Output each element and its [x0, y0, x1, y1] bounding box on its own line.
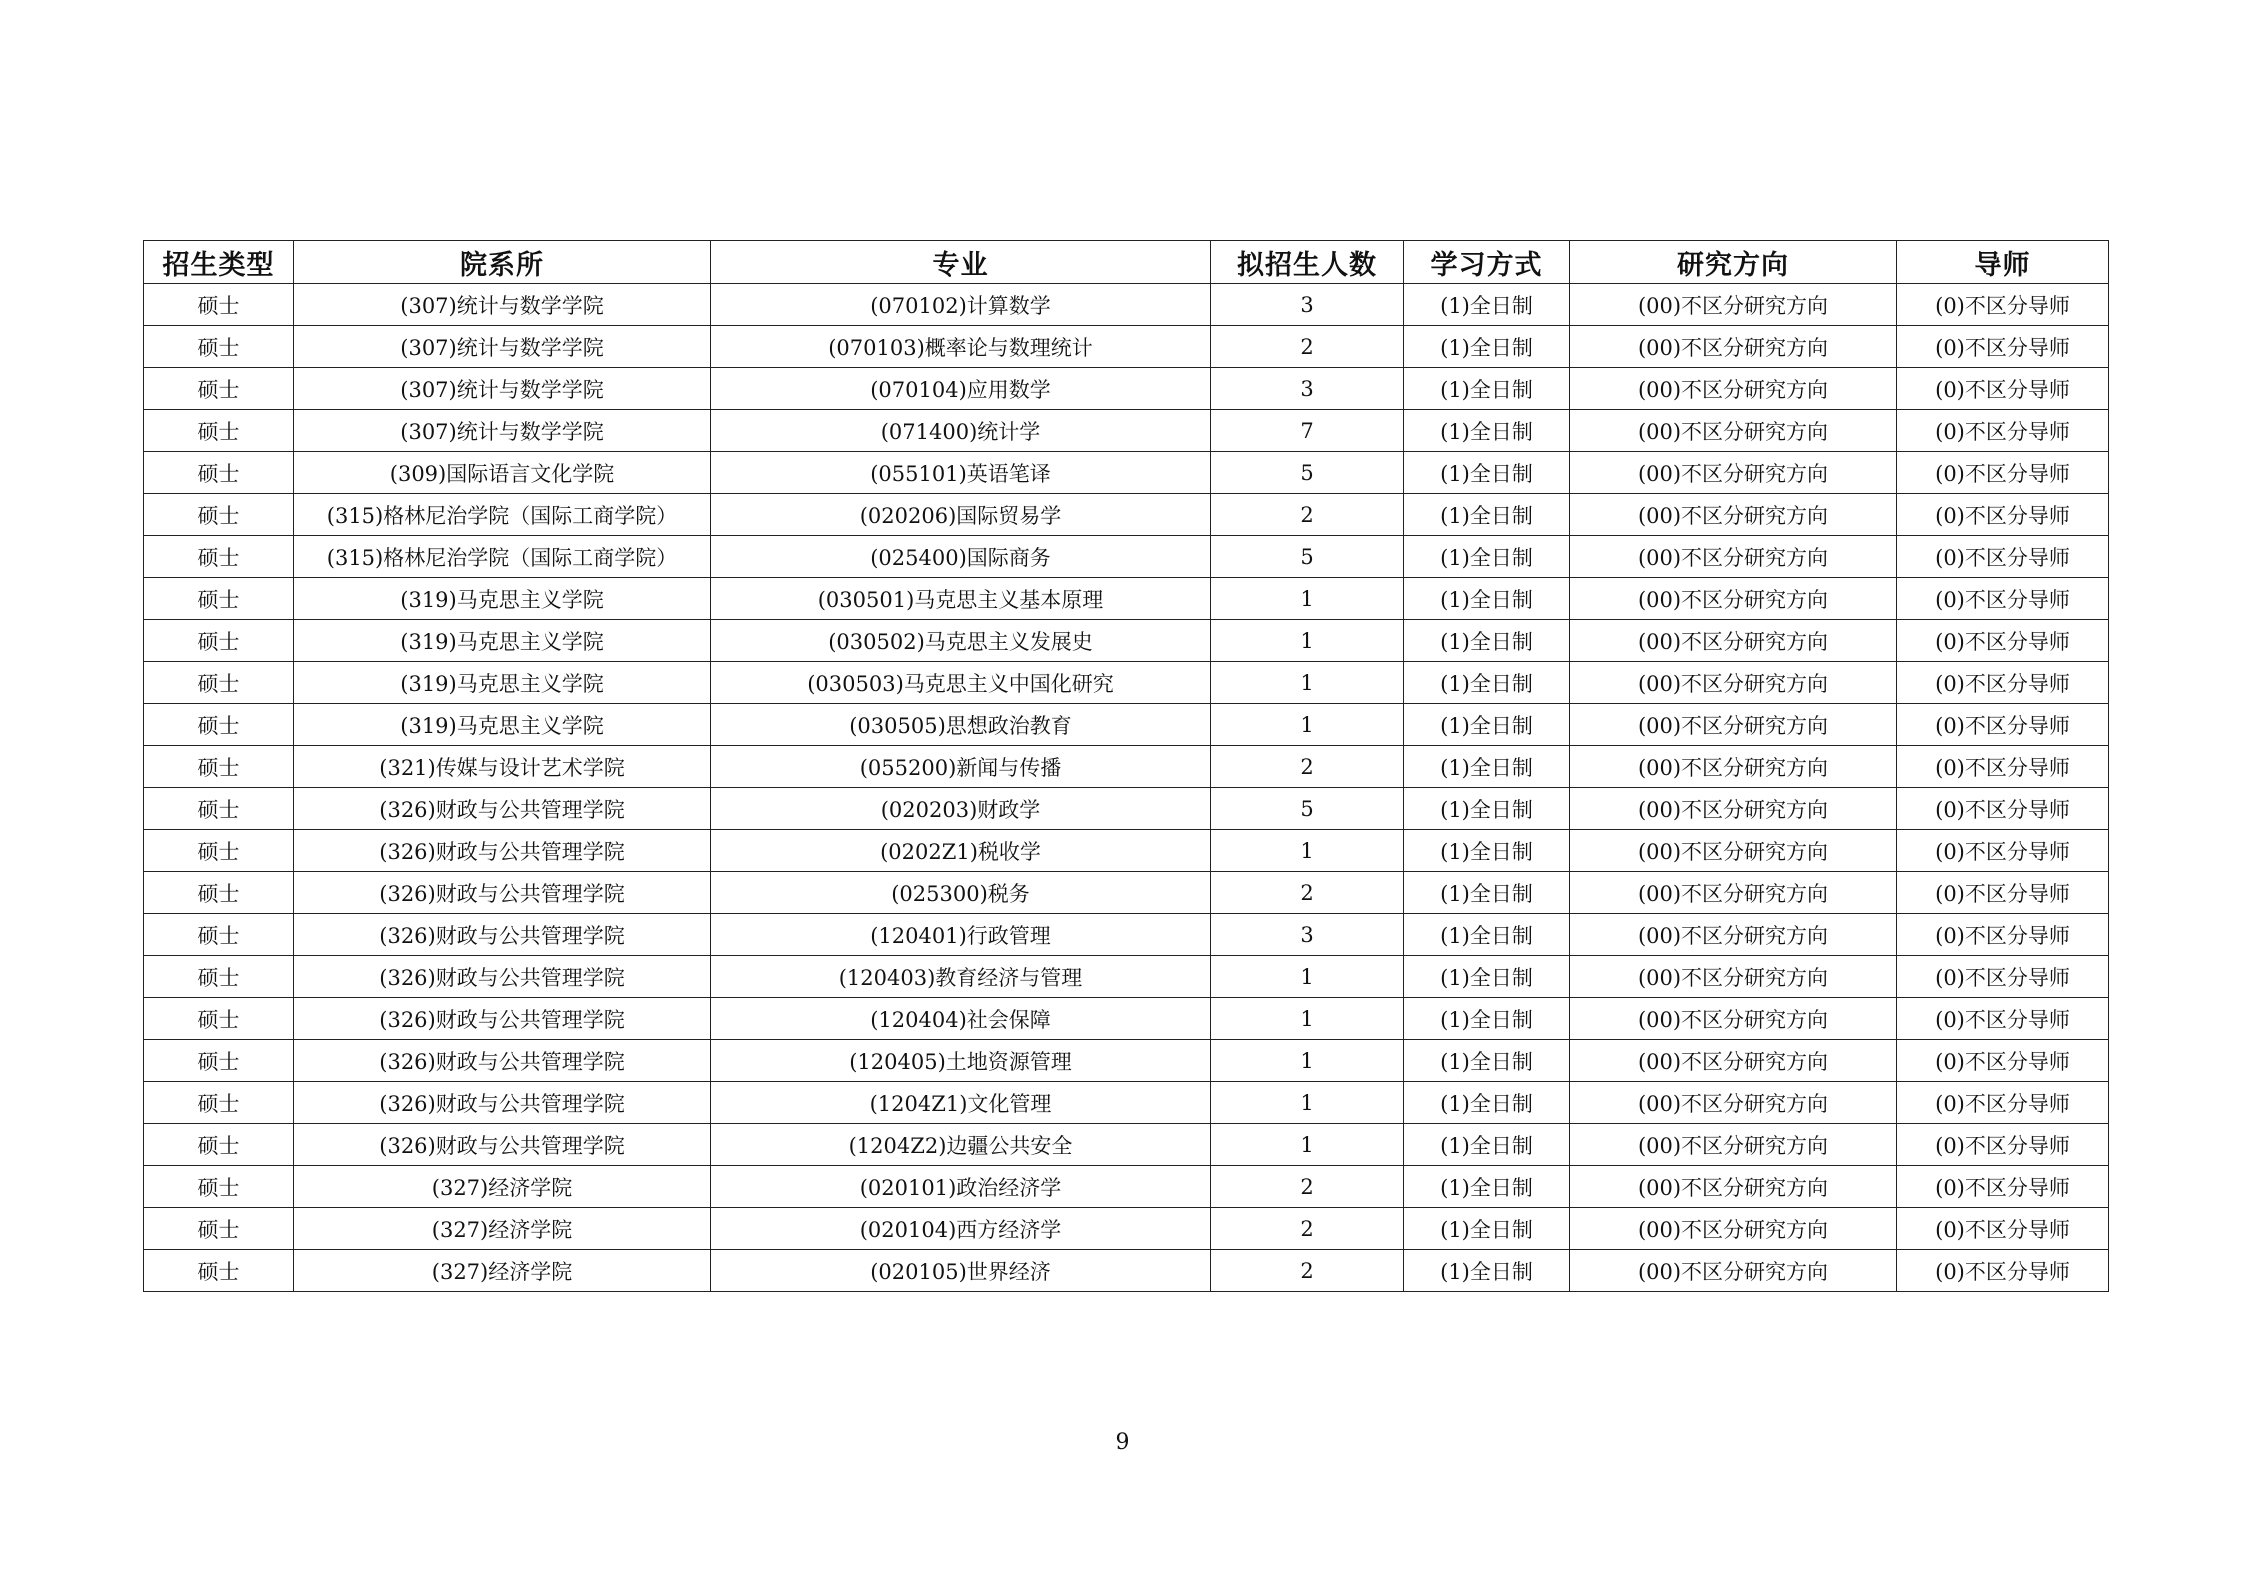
study-mode-cell: (1)全日制 [1404, 998, 1570, 1040]
enrollment-type-cell: 硕士 [144, 704, 294, 746]
study-mode-cell: (1)全日制 [1404, 452, 1570, 494]
planned-quota-cell: 2 [1211, 326, 1404, 368]
department-cell: (326)财政与公共管理学院 [294, 788, 711, 830]
supervisor-cell: (0)不区分导师 [1897, 368, 2109, 410]
department-cell: (326)财政与公共管理学院 [294, 1082, 711, 1124]
enrollment-type-cell: 硕士 [144, 368, 294, 410]
table-row [144, 1250, 2109, 1292]
research-direction-cell: (00)不区分研究方向 [1570, 368, 1897, 410]
study-mode-cell: (1)全日制 [1404, 914, 1570, 956]
department-cell: (307)统计与数学学院 [294, 410, 711, 452]
study-mode-cell: (1)全日制 [1404, 368, 1570, 410]
planned-quota-cell: 3 [1211, 368, 1404, 410]
research-direction-cell: (00)不区分研究方向 [1570, 536, 1897, 578]
planned-quota-cell: 5 [1211, 536, 1404, 578]
enrollment-type-cell: 硕士 [144, 872, 294, 914]
table-row [144, 1124, 2109, 1166]
major-cell: (020104)西方经济学 [711, 1208, 1211, 1250]
research-direction-cell: (00)不区分研究方向 [1570, 410, 1897, 452]
supervisor-cell: (0)不区分导师 [1897, 1124, 2109, 1166]
research-direction-cell: (00)不区分研究方向 [1570, 956, 1897, 998]
study-mode-cell: (1)全日制 [1404, 494, 1570, 536]
table-row [144, 704, 2109, 746]
planned-quota-cell: 5 [1211, 452, 1404, 494]
department-cell: (315)格林尼治学院（国际工商学院） [294, 494, 711, 536]
planned-quota-cell: 1 [1211, 1082, 1404, 1124]
research-direction-cell: (00)不区分研究方向 [1570, 746, 1897, 788]
study-mode-cell: (1)全日制 [1404, 1208, 1570, 1250]
major-cell: (020101)政治经济学 [711, 1166, 1211, 1208]
table-row [144, 326, 2109, 368]
planned-quota-cell: 1 [1211, 956, 1404, 998]
study-mode-cell: (1)全日制 [1404, 536, 1570, 578]
table-row [144, 956, 2109, 998]
major-cell: (025400)国际商务 [711, 536, 1211, 578]
table-row [144, 284, 2109, 326]
enrollment-type-cell: 硕士 [144, 1082, 294, 1124]
enrollment-type-cell: 硕士 [144, 284, 294, 326]
supervisor-cell: (0)不区分导师 [1897, 284, 2109, 326]
table-row [144, 830, 2109, 872]
enrollment-type-cell: 硕士 [144, 620, 294, 662]
enrollment-type-cell: 硕士 [144, 452, 294, 494]
department-cell: (327)经济学院 [294, 1208, 711, 1250]
major-cell: (071400)统计学 [711, 410, 1211, 452]
planned-quota-header: 拟招生人数 [1211, 241, 1404, 284]
supervisor-cell: (0)不区分导师 [1897, 1250, 2109, 1292]
supervisor-cell: (0)不区分导师 [1897, 620, 2109, 662]
planned-quota-cell: 1 [1211, 1040, 1404, 1082]
planned-quota-cell: 1 [1211, 830, 1404, 872]
supervisor-cell: (0)不区分导师 [1897, 956, 2109, 998]
research-direction-cell: (00)不区分研究方向 [1570, 1040, 1897, 1082]
department-cell: (307)统计与数学学院 [294, 368, 711, 410]
table-body [144, 284, 2109, 1292]
research-direction-cell: (00)不区分研究方向 [1570, 662, 1897, 704]
planned-quota-cell: 2 [1211, 1250, 1404, 1292]
table-row [144, 1082, 2109, 1124]
enrollment-type-cell: 硕士 [144, 1250, 294, 1292]
table-row [144, 872, 2109, 914]
major-cell: (1204Z1)文化管理 [711, 1082, 1211, 1124]
department-cell: (327)经济学院 [294, 1250, 711, 1292]
enrollment-type-cell: 硕士 [144, 494, 294, 536]
study-mode-header: 学习方式 [1404, 241, 1570, 284]
supervisor-cell: (0)不区分导师 [1897, 830, 2109, 872]
supervisor-cell: (0)不区分导师 [1897, 662, 2109, 704]
table-row [144, 788, 2109, 830]
research-direction-cell: (00)不区分研究方向 [1570, 830, 1897, 872]
major-cell: (0202Z1)税收学 [711, 830, 1211, 872]
major-cell: (070104)应用数学 [711, 368, 1211, 410]
supervisor-cell: (0)不区分导师 [1897, 578, 2109, 620]
study-mode-cell: (1)全日制 [1404, 662, 1570, 704]
study-mode-cell: (1)全日制 [1404, 1040, 1570, 1082]
department-cell: (326)财政与公共管理学院 [294, 1040, 711, 1082]
study-mode-cell: (1)全日制 [1404, 830, 1570, 872]
research-direction-cell: (00)不区分研究方向 [1570, 578, 1897, 620]
major-cell: (030502)马克思主义发展史 [711, 620, 1211, 662]
table-row [144, 914, 2109, 956]
research-direction-cell: (00)不区分研究方向 [1570, 1208, 1897, 1250]
table-row [144, 536, 2109, 578]
department-cell: (309)国际语言文化学院 [294, 452, 711, 494]
department-cell: (326)财政与公共管理学院 [294, 830, 711, 872]
department-header: 院系所 [294, 241, 711, 284]
supervisor-cell: (0)不区分导师 [1897, 1166, 2109, 1208]
table-row [144, 1208, 2109, 1250]
planned-quota-cell: 5 [1211, 788, 1404, 830]
table-row [144, 662, 2109, 704]
department-cell: (326)财政与公共管理学院 [294, 956, 711, 998]
major-cell: (120403)教育经济与管理 [711, 956, 1211, 998]
research-direction-cell: (00)不区分研究方向 [1570, 494, 1897, 536]
enrollment-type-cell: 硕士 [144, 788, 294, 830]
study-mode-cell: (1)全日制 [1404, 1250, 1570, 1292]
planned-quota-cell: 2 [1211, 1208, 1404, 1250]
department-cell: (326)财政与公共管理学院 [294, 914, 711, 956]
major-cell: (120405)土地资源管理 [711, 1040, 1211, 1082]
planned-quota-cell: 1 [1211, 578, 1404, 620]
study-mode-cell: (1)全日制 [1404, 872, 1570, 914]
major-cell: (1204Z2)边疆公共安全 [711, 1124, 1211, 1166]
enrollment-type-cell: 硕士 [144, 830, 294, 872]
major-cell: (120401)行政管理 [711, 914, 1211, 956]
page-number: 9 [1115, 1430, 1130, 1455]
table-row [144, 410, 2109, 452]
study-mode-cell: (1)全日制 [1404, 788, 1570, 830]
research-direction-cell: (00)不区分研究方向 [1570, 704, 1897, 746]
department-cell: (319)马克思主义学院 [294, 620, 711, 662]
table-row [144, 1040, 2109, 1082]
research-direction-cell: (00)不区分研究方向 [1570, 452, 1897, 494]
research-direction-cell: (00)不区分研究方向 [1570, 620, 1897, 662]
table-row [144, 620, 2109, 662]
table-header [144, 241, 2109, 284]
planned-quota-cell: 2 [1211, 872, 1404, 914]
study-mode-cell: (1)全日制 [1404, 410, 1570, 452]
supervisor-cell: (0)不区分导师 [1897, 326, 2109, 368]
enrollment-type-header: 招生类型 [144, 241, 294, 284]
table-row [144, 494, 2109, 536]
planned-quota-cell: 3 [1211, 914, 1404, 956]
study-mode-cell: (1)全日制 [1404, 326, 1570, 368]
supervisor-cell: (0)不区分导师 [1897, 452, 2109, 494]
enrollment-type-cell: 硕士 [144, 1124, 294, 1166]
department-cell: (307)统计与数学学院 [294, 326, 711, 368]
research-direction-cell: (00)不区分研究方向 [1570, 1250, 1897, 1292]
research-direction-cell: (00)不区分研究方向 [1570, 788, 1897, 830]
research-direction-cell: (00)不区分研究方向 [1570, 872, 1897, 914]
planned-quota-cell: 7 [1211, 410, 1404, 452]
major-cell: (070103)概率论与数理统计 [711, 326, 1211, 368]
major-cell: (055101)英语笔译 [711, 452, 1211, 494]
research-direction-cell: (00)不区分研究方向 [1570, 1124, 1897, 1166]
department-cell: (319)马克思主义学院 [294, 704, 711, 746]
supervisor-cell: (0)不区分导师 [1897, 704, 2109, 746]
table-row [144, 998, 2109, 1040]
planned-quota-cell: 3 [1211, 284, 1404, 326]
major-cell: (025300)税务 [711, 872, 1211, 914]
planned-quota-cell: 2 [1211, 1166, 1404, 1208]
department-cell: (321)传媒与设计艺术学院 [294, 746, 711, 788]
planned-quota-cell: 1 [1211, 662, 1404, 704]
study-mode-cell: (1)全日制 [1404, 1166, 1570, 1208]
enrollment-type-cell: 硕士 [144, 326, 294, 368]
supervisor-cell: (0)不区分导师 [1897, 1040, 2109, 1082]
study-mode-cell: (1)全日制 [1404, 704, 1570, 746]
planned-quota-cell: 2 [1211, 494, 1404, 536]
supervisor-cell: (0)不区分导师 [1897, 494, 2109, 536]
research-direction-cell: (00)不区分研究方向 [1570, 326, 1897, 368]
supervisor-cell: (0)不区分导师 [1897, 1208, 2109, 1250]
supervisor-cell: (0)不区分导师 [1897, 746, 2109, 788]
research-direction-cell: (00)不区分研究方向 [1570, 914, 1897, 956]
supervisor-cell: (0)不区分导师 [1897, 998, 2109, 1040]
supervisor-cell: (0)不区分导师 [1897, 872, 2109, 914]
major-cell: (030501)马克思主义基本原理 [711, 578, 1211, 620]
table-row [144, 368, 2109, 410]
department-cell: (326)财政与公共管理学院 [294, 1124, 711, 1166]
planned-quota-cell: 1 [1211, 704, 1404, 746]
study-mode-cell: (1)全日制 [1404, 1124, 1570, 1166]
major-header: 专业 [711, 241, 1211, 284]
major-cell: (030503)马克思主义中国化研究 [711, 662, 1211, 704]
study-mode-cell: (1)全日制 [1404, 1082, 1570, 1124]
table-row [144, 746, 2109, 788]
major-cell: (020206)国际贸易学 [711, 494, 1211, 536]
admissions-table [143, 240, 2109, 1292]
table-row [144, 578, 2109, 620]
study-mode-cell: (1)全日制 [1404, 746, 1570, 788]
planned-quota-cell: 2 [1211, 746, 1404, 788]
research-direction-cell: (00)不区分研究方向 [1570, 998, 1897, 1040]
table-row [144, 1166, 2109, 1208]
research-direction-cell: (00)不区分研究方向 [1570, 284, 1897, 326]
major-cell: (070102)计算数学 [711, 284, 1211, 326]
research-direction-cell: (00)不区分研究方向 [1570, 1082, 1897, 1124]
supervisor-header: 导师 [1897, 241, 2109, 284]
major-cell: (020203)财政学 [711, 788, 1211, 830]
planned-quota-cell: 1 [1211, 998, 1404, 1040]
major-cell: (120404)社会保障 [711, 998, 1211, 1040]
supervisor-cell: (0)不区分导师 [1897, 536, 2109, 578]
supervisor-cell: (0)不区分导师 [1897, 914, 2109, 956]
department-cell: (326)财政与公共管理学院 [294, 872, 711, 914]
department-cell: (315)格林尼治学院（国际工商学院） [294, 536, 711, 578]
department-cell: (327)经济学院 [294, 1166, 711, 1208]
department-cell: (326)财政与公共管理学院 [294, 998, 711, 1040]
major-cell: (020105)世界经济 [711, 1250, 1211, 1292]
enrollment-type-cell: 硕士 [144, 662, 294, 704]
department-cell: (319)马克思主义学院 [294, 662, 711, 704]
enrollment-type-cell: 硕士 [144, 536, 294, 578]
department-cell: (319)马克思主义学院 [294, 578, 711, 620]
research-direction-cell: (00)不区分研究方向 [1570, 1166, 1897, 1208]
study-mode-cell: (1)全日制 [1404, 956, 1570, 998]
enrollment-type-cell: 硕士 [144, 998, 294, 1040]
enrollment-type-cell: 硕士 [144, 1208, 294, 1250]
study-mode-cell: (1)全日制 [1404, 620, 1570, 662]
major-cell: (030505)思想政治教育 [711, 704, 1211, 746]
enrollment-type-cell: 硕士 [144, 578, 294, 620]
enrollment-type-cell: 硕士 [144, 410, 294, 452]
enrollment-type-cell: 硕士 [144, 914, 294, 956]
supervisor-cell: (0)不区分导师 [1897, 1082, 2109, 1124]
major-cell: (055200)新闻与传播 [711, 746, 1211, 788]
supervisor-cell: (0)不区分导师 [1897, 410, 2109, 452]
planned-quota-cell: 1 [1211, 1124, 1404, 1166]
enrollment-type-cell: 硕士 [144, 1166, 294, 1208]
enrollment-type-cell: 硕士 [144, 1040, 294, 1082]
supervisor-cell: (0)不区分导师 [1897, 788, 2109, 830]
department-cell: (307)统计与数学学院 [294, 284, 711, 326]
header-row [144, 241, 2109, 284]
enrollment-type-cell: 硕士 [144, 956, 294, 998]
study-mode-cell: (1)全日制 [1404, 578, 1570, 620]
table-row [144, 452, 2109, 494]
study-mode-cell: (1)全日制 [1404, 284, 1570, 326]
enrollment-type-cell: 硕士 [144, 746, 294, 788]
planned-quota-cell: 1 [1211, 620, 1404, 662]
research-direction-header: 研究方向 [1570, 241, 1897, 284]
